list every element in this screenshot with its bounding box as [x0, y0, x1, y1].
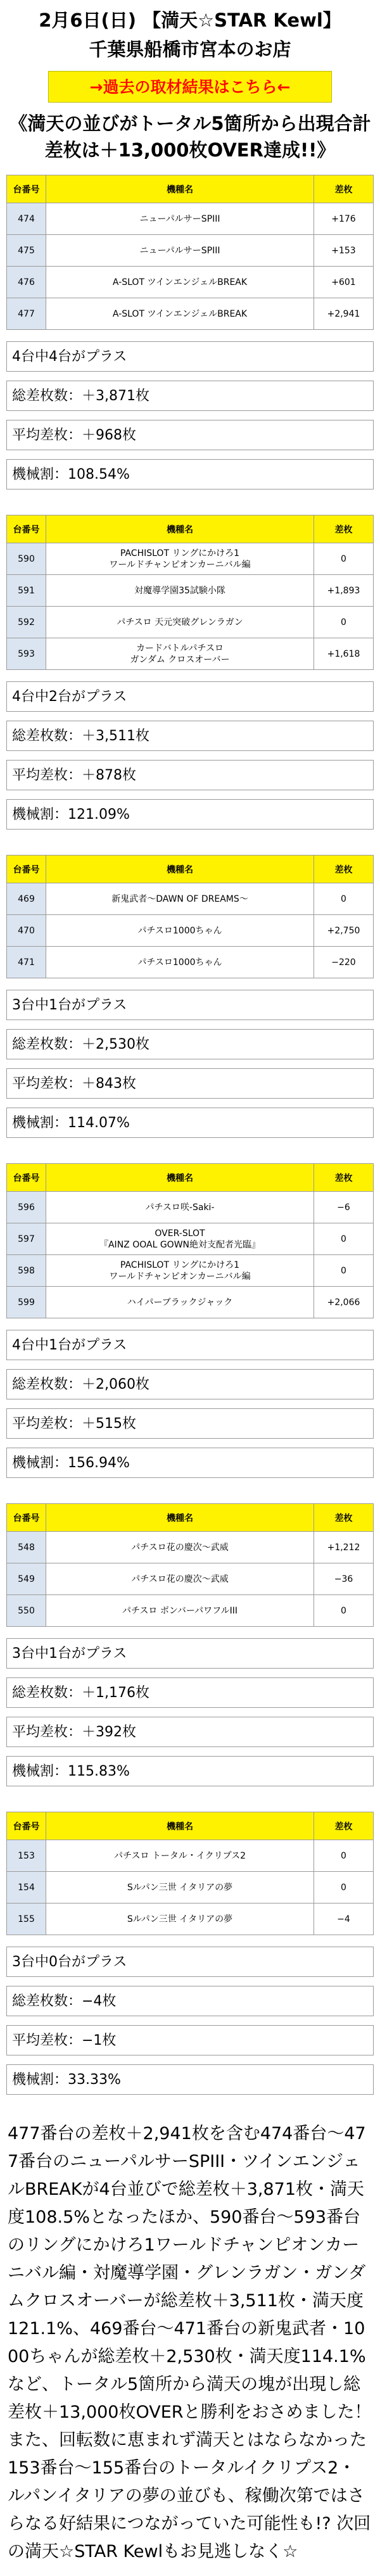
col-header-num: 台番号: [7, 856, 46, 883]
table-row: [7, 543, 374, 575]
result-section: [0, 855, 380, 1138]
diff-cell: +153: [314, 235, 374, 267]
col-header-machine: 機種名: [46, 1812, 314, 1840]
table-header-row: [7, 1812, 374, 1840]
machine-name-cell: パチスロ トータル・イクリプス2: [46, 1840, 314, 1872]
col-header-machine: 機種名: [46, 1504, 314, 1532]
machine-number-cell: 550: [7, 1595, 46, 1627]
result-section: [0, 175, 380, 489]
diff-cell: +2,066: [314, 1287, 374, 1318]
machine-number-cell: 591: [7, 575, 46, 607]
col-header-machine: 機種名: [46, 856, 314, 883]
average-diff: 平均差枚：＋392枚: [6, 1717, 374, 1747]
machine-number-cell: 153: [7, 1840, 46, 1872]
col-header-num: 台番号: [7, 1504, 46, 1532]
diff-cell: +1,618: [314, 638, 374, 670]
machine-number-cell: 593: [7, 638, 46, 670]
plus-count-summary: 4台中2台がプラス: [6, 681, 374, 712]
diff-cell: 0: [314, 1840, 374, 1872]
diff-cell: 0: [314, 543, 374, 575]
machine-number-cell: 592: [7, 607, 46, 638]
diff-cell: 0: [314, 607, 374, 638]
table-row: [7, 298, 374, 330]
machine-name-cell: A-SLOT ツインエンジェルBREAK: [46, 267, 314, 298]
result-section: [0, 515, 380, 830]
average-diff: 平均差枚：−1枚: [6, 2025, 374, 2055]
results-table: [6, 1163, 374, 1318]
diff-cell: −36: [314, 1563, 374, 1595]
table-header-row: [7, 515, 374, 543]
table-row: [7, 915, 374, 947]
col-header-num: 台番号: [7, 515, 46, 543]
plus-count-summary: 4台中4台がプラス: [6, 341, 374, 372]
machine-number-cell: 477: [7, 298, 46, 330]
machine-rate: 機械割：114.07%: [6, 1108, 374, 1138]
headline: 《満天の並びがトータル5箇所から出現合計差枚は＋13,000枚OVER達成!!》: [9, 113, 371, 161]
results-table: [6, 1503, 374, 1627]
total-diff: 総差枚数：＋2,530枚: [6, 1029, 374, 1059]
diff-cell: 0: [314, 1872, 374, 1904]
archive-link-button[interactable]: →過去の取材結果はこちら←: [48, 71, 332, 103]
diff-cell: +176: [314, 203, 374, 235]
col-header-diff: 差枚: [314, 515, 374, 543]
average-diff: 平均差枚：＋843枚: [6, 1068, 374, 1099]
table-row: [7, 1287, 374, 1318]
diff-cell: 0: [314, 1595, 374, 1627]
col-header-num: 台番号: [7, 1812, 46, 1840]
col-header-diff: 差枚: [314, 1164, 374, 1192]
table-row: [7, 883, 374, 915]
table-row: [7, 267, 374, 298]
table-row: [7, 1223, 374, 1255]
col-header-num: 台番号: [7, 175, 46, 203]
diff-cell: +601: [314, 267, 374, 298]
machine-name-cell: 新鬼武者〜DAWN OF DREAMS〜: [46, 883, 314, 915]
machine-number-cell: 471: [7, 947, 46, 978]
machine-name-cell: PACHISLOT リングにかけろ1 ワールドチャンピオンカーニバル編: [46, 543, 314, 575]
machine-name-cell: パチスロ1000ちゃん: [46, 947, 314, 978]
machine-rate: 機械割：108.54%: [6, 459, 374, 489]
table-row: [7, 1595, 374, 1627]
diff-cell: −4: [314, 1904, 374, 1935]
diff-cell: +2,941: [314, 298, 374, 330]
table-header-row: [7, 1504, 374, 1532]
table-header-row: [7, 1164, 374, 1192]
table-row: [7, 607, 374, 638]
results-table: [6, 175, 374, 330]
total-diff: 総差枚数：＋3,871枚: [6, 381, 374, 411]
diff-cell: 0: [314, 883, 374, 915]
col-header-diff: 差枚: [314, 856, 374, 883]
results-table: [6, 1812, 374, 1935]
machine-name-cell: パチスロ花の慶次〜武威: [46, 1563, 314, 1595]
machine-name-cell: パチスロ 天元突破グレンラガン: [46, 607, 314, 638]
machine-rate: 機械割：121.09%: [6, 799, 374, 830]
machine-rate: 機械割：115.83%: [6, 1756, 374, 1786]
total-diff: 総差枚数：＋1,176枚: [6, 1677, 374, 1708]
table-row: [7, 1563, 374, 1595]
total-diff: 総差枚数：＋3,511枚: [6, 721, 374, 751]
table-header-row: [7, 175, 374, 203]
result-section: [0, 1163, 380, 1478]
machine-name-cell: ハイパーブラックジャック: [46, 1287, 314, 1318]
plus-count-summary: 3台中1台がプラス: [6, 1638, 374, 1669]
results-table: [6, 855, 374, 978]
diff-cell: 0: [314, 1255, 374, 1287]
machine-number-cell: 596: [7, 1192, 46, 1223]
machine-number-cell: 154: [7, 1872, 46, 1904]
machine-number-cell: 598: [7, 1255, 46, 1287]
table-row: [7, 203, 374, 235]
col-header-machine: 機種名: [46, 175, 314, 203]
table-row: [7, 1255, 374, 1287]
machine-name-cell: パチスロ咲-Saki-: [46, 1192, 314, 1223]
diff-cell: −220: [314, 947, 374, 978]
table-row: [7, 638, 374, 670]
machine-number-cell: 475: [7, 235, 46, 267]
table-row: [7, 575, 374, 607]
machine-number-cell: 549: [7, 1563, 46, 1595]
machine-name-cell: パチスロ ボンバーパワフルIII: [46, 1595, 314, 1627]
conclusion-text: 477番台の差枚＋2,941枚を含む474番台〜477番台のニューパルサーSPIII・ツインエンジェルBREAKが4台並びで総差枚＋3,871枚・満天度108.5%となったほか、590番台〜593番台のリングにかけろ1ワールドチャンピオンカーニバル編・対魔導学園・グレンラガン・ガンダムクロスオーバーが総差枚＋3,511枚・満天度121.1%、469番台〜471番台の新鬼武者・1000ちゃんが総差枚＋2,530枚・満天度114.1%など、トータル5箇所から満天の塊が出現し総差枚＋13,000枚OVERと勝利をおさめました！また、回転数に恵まれず満天とはならなかった153番台〜155番台のトータルイクリプス2・ルパンイタリアの夢の並びも、稼働次第ではさらなる好結果につながっていた可能性も!? 次回の満天☆STAR Kewlもお見逃しなく☆: [8, 2124, 372, 2561]
col-header-num: 台番号: [7, 1164, 46, 1192]
machine-number-cell: 590: [7, 543, 46, 575]
total-diff: 総差枚数：＋2,060枚: [6, 1369, 374, 1399]
diff-cell: 0: [314, 1223, 374, 1255]
table-row: [7, 235, 374, 267]
result-section: [0, 1503, 380, 1786]
diff-cell: −6: [314, 1192, 374, 1223]
machine-number-cell: 469: [7, 883, 46, 915]
machine-name-cell: ニューパルサーSPIII: [46, 235, 314, 267]
col-header-machine: 機種名: [46, 515, 314, 543]
col-header-diff: 差枚: [314, 1504, 374, 1532]
total-diff: 総差枚数：−4枚: [6, 1986, 374, 2016]
table-row: [7, 1872, 374, 1904]
average-diff: 平均差枚：＋878枚: [6, 760, 374, 790]
machine-name-cell: OVER-SLOT 『AINZ OOAL GOWN絶対支配者光臨』: [46, 1223, 314, 1255]
plus-count-summary: 3台中1台がプラス: [6, 990, 374, 1020]
average-diff: 平均差枚：＋968枚: [6, 420, 374, 450]
results-table: [6, 515, 374, 670]
machine-name-cell: Sルパン三世 イタリアの夢: [46, 1872, 314, 1904]
machine-name-cell: ニューパルサーSPIII: [46, 203, 314, 235]
machine-number-cell: 548: [7, 1532, 46, 1563]
result-section: [0, 1812, 380, 2095]
table-row: [7, 947, 374, 978]
machine-name-cell: Sルパン三世 イタリアの夢: [46, 1904, 314, 1935]
machine-rate: 機械割：33.33%: [6, 2064, 374, 2095]
plus-count-summary: 4台中1台がプラス: [6, 1330, 374, 1360]
machine-name-cell: カードバトルパチスロ ガンダム クロスオーバー: [46, 638, 314, 670]
col-header-diff: 差枚: [314, 1812, 374, 1840]
diff-cell: +1,893: [314, 575, 374, 607]
table-row: [7, 1532, 374, 1563]
table-row: [7, 1192, 374, 1223]
col-header-machine: 機種名: [46, 1164, 314, 1192]
machine-number-cell: 155: [7, 1904, 46, 1935]
machine-name-cell: パチスロ1000ちゃん: [46, 915, 314, 947]
machine-number-cell: 474: [7, 203, 46, 235]
diff-cell: +1,212: [314, 1532, 374, 1563]
machine-name-cell: パチスロ花の慶次〜武威: [46, 1532, 314, 1563]
machine-number-cell: 599: [7, 1287, 46, 1318]
col-header-diff: 差枚: [314, 175, 374, 203]
machine-number-cell: 476: [7, 267, 46, 298]
machine-name-cell: 対魔導学園35試験小隊: [46, 575, 314, 607]
average-diff: 平均差枚：＋515枚: [6, 1408, 374, 1439]
diff-cell: +2,750: [314, 915, 374, 947]
machine-rate: 機械割：156.94%: [6, 1448, 374, 1478]
machine-name-cell: A-SLOT ツインエンジェルBREAK: [46, 298, 314, 330]
plus-count-summary: 3台中0台がプラス: [6, 1947, 374, 1977]
results-sections: [0, 175, 380, 2095]
table-row: [7, 1840, 374, 1872]
machine-number-cell: 470: [7, 915, 46, 947]
machine-number-cell: 597: [7, 1223, 46, 1255]
table-header-row: [7, 856, 374, 883]
report-date-title: 2月6日(日) 【満天☆STAR Kewl】: [39, 9, 341, 31]
table-row: [7, 1904, 374, 1935]
store-location: 千葉県船橋市宮本のお店: [89, 39, 291, 60]
machine-name-cell: PACHISLOT リングにかけろ1 ワールドチャンピオンカーニバル編: [46, 1255, 314, 1287]
